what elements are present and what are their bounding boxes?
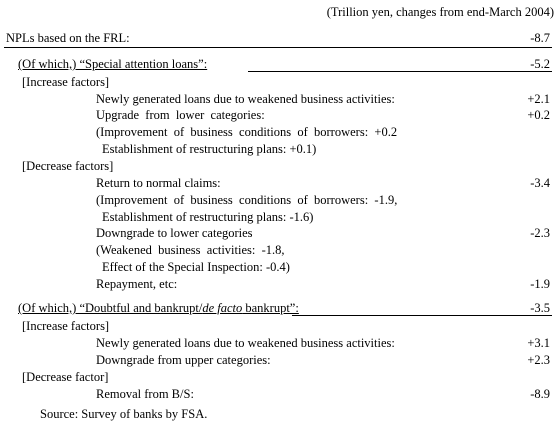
row-label: (Weakened business activities: -1.8, — [96, 243, 285, 257]
row-value: -3.5 — [530, 301, 550, 315]
row-decrease-factors-heading — [0, 158, 560, 175]
unit-note: (Trillion yen, changes from end-March 2004) — [326, 5, 554, 19]
row-upgrade-detail-1 — [0, 124, 560, 141]
row-value: +2.1 — [527, 92, 550, 106]
row-removal-bs — [0, 386, 560, 403]
source-note: Source: Survey of banks by FSA. — [40, 407, 208, 421]
row-label: Downgrade from upper categories: — [96, 353, 271, 367]
row-repayment — [0, 276, 560, 293]
row-label: Newly generated loans due to weakened business activities: — [96, 92, 395, 106]
row-label: [Increase factors] — [22, 319, 110, 333]
row-return-detail-2 — [0, 209, 560, 226]
row-label: Upgrade from lower categories: — [96, 108, 265, 122]
row-new-loans — [0, 91, 560, 108]
row-upgrade — [0, 107, 560, 124]
row-value: -8.7 — [530, 31, 550, 45]
rule-total — [4, 47, 552, 48]
row-downgrade-detail-2 — [0, 259, 560, 276]
row-value: -2.3 — [530, 226, 550, 240]
row-label: Repayment, etc: — [96, 277, 178, 291]
row-source-note — [0, 406, 560, 423]
row-label: (Of which,) “Special attention loans”: — [18, 57, 208, 71]
row-label: Return to normal claims: — [96, 176, 221, 190]
row-downgrade-upper — [0, 352, 560, 369]
row-new-loans-2 — [0, 335, 560, 352]
row-label: Effect of the Special Inspection: -0.4) — [102, 260, 290, 274]
row-label: Removal from B/S: — [96, 387, 194, 401]
row-value: -8.9 — [530, 387, 550, 401]
row-value: +0.2 — [527, 108, 550, 122]
row-label: (Improvement of business conditions of borrowers: -1.9, — [96, 193, 398, 207]
row-label: Newly generated loans due to weakened business activities: — [96, 336, 395, 350]
row-value: -1.9 — [530, 277, 550, 291]
row-label: Downgrade to lower categories — [96, 226, 253, 240]
row-label: [Decrease factors] — [22, 159, 114, 173]
row-value: -5.2 — [530, 57, 550, 71]
row-return-detail-1 — [0, 192, 560, 209]
row-label: [Decrease factor] — [22, 370, 109, 384]
row-value: -3.4 — [530, 176, 550, 190]
row-label: (Of which,) “Doubtful and bankrupt/de facto bankrupt”: — [18, 301, 299, 315]
rule-doubtful — [292, 315, 552, 316]
row-upgrade-detail-2 — [0, 141, 560, 158]
row-npls-total — [0, 30, 560, 47]
row-downgrade-detail-1 — [0, 242, 560, 259]
row-label: [Increase factors] — [22, 75, 110, 89]
row-return-normal — [0, 175, 560, 192]
row-increase-factors-heading — [0, 74, 560, 91]
row-downgrade-lower — [0, 225, 560, 242]
row-label: (Improvement of business conditions of borrowers: +0.2 — [96, 125, 398, 139]
row-increase-factors-heading-2 — [0, 318, 560, 335]
row-label: Establishment of restructuring plans: +0.1) — [102, 142, 317, 156]
rule-special-attention — [248, 71, 552, 72]
row-label: NPLs based on the FRL: — [6, 31, 130, 45]
row-decrease-factor-heading — [0, 369, 560, 386]
row-label: Establishment of restructuring plans: -1.6) — [102, 210, 314, 224]
row-value: +2.3 — [527, 353, 550, 367]
row-value: +3.1 — [527, 336, 550, 350]
